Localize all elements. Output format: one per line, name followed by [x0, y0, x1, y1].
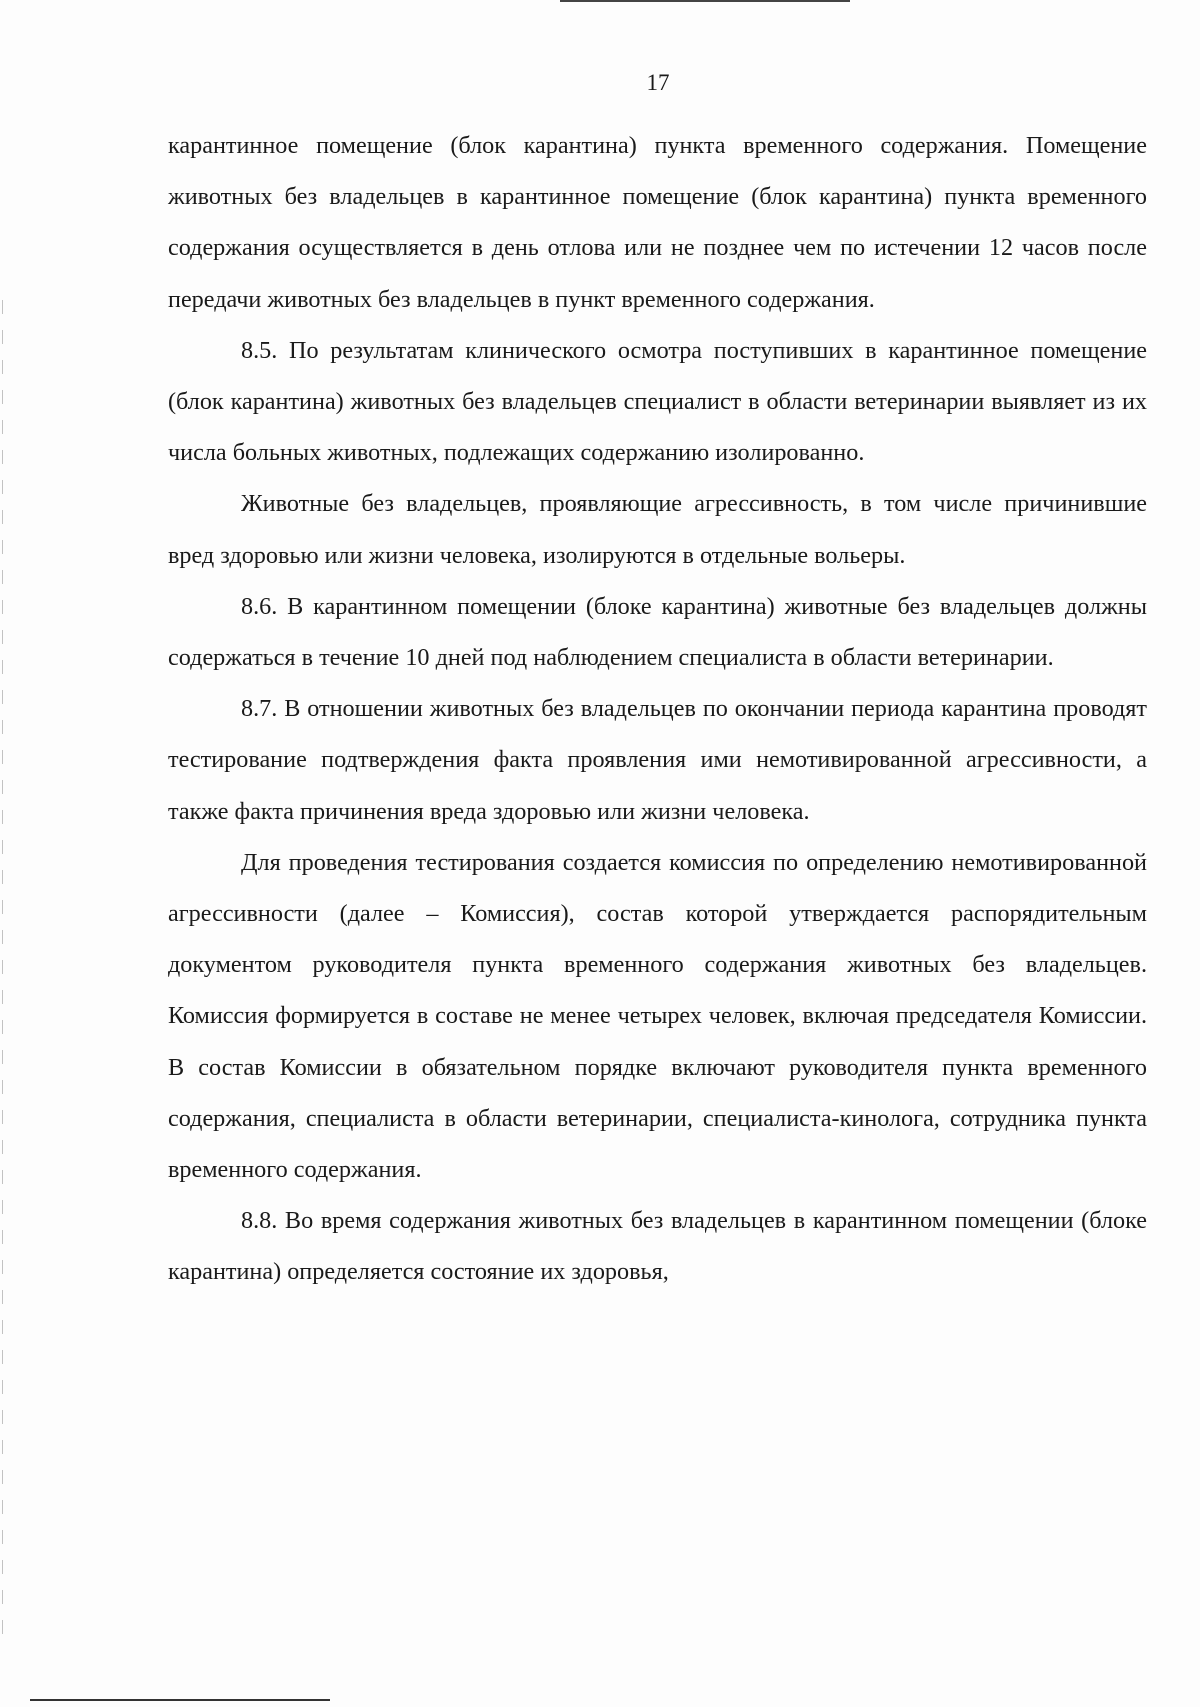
paragraph-8-5: 8.5. По результатам клинического осмотра поступивших в карантинное помещение (блок карантина) животных без владельцев специалист в области ветеринарии выявляет из их числа больных животных, подлежащих содержанию изолированно. — [168, 336, 1147, 467]
scan-artifact-bottom — [30, 1699, 330, 1701]
page-number: 17 — [646, 70, 670, 95]
paragraph-8-6: 8.6. В карантинном помещении (блоке карантина) животные без владельцев должны содержаться в течение 10 дней под наблюдением специалиста в области ветеринарии. — [168, 592, 1147, 672]
paragraph-8-7: 8.7. В отношении животных без владельцев по окончании периода карантина проводят тестирование подтверждения факта проявления ими немотивированной агрессивности, а также факта причинения вреда здоровью или жизни человека. — [168, 695, 1147, 825]
paragraph-8-8: 8.8. Во время содержания животных без владельцев в карантинном помещении (блоке карантина) определяется состояние их здоровья, — [168, 1207, 1147, 1286]
scan-artifact-top — [560, 0, 850, 2]
paragraph-commission: Для проведения тестирования создается комиссия по определению немотивированной агрессивности (далее – Комиссия), состав которой утверждается распорядительным документом руководителя пункта временного содержания животных без владельцев. Комиссия формируется в составе не менее четырех человек, включая председателя Комиссии. В состав Комиссии в обязательном порядке включают руководителя пункта временного содержания, специалиста в области ветеринарии, специалиста-кинолога, сотрудника пункта временного содержания. — [168, 848, 1147, 1184]
paragraph-aggressive-animals: Животные без владельцев, проявляющие агрессивность, в том числе причинившие вред здоровью или жизни человека, изолируются в отдельные вольеры. — [168, 490, 1147, 569]
document-body — [168, 120, 1147, 1298]
paragraph-continuation: карантинное помещение (блок карантина) пункта временного содержания. Помещение животных без владельцев в карантинное помещение (блок карантина) пункта временного содержания осуществляется в день отлова или не позднее чем по истечении 12 часов после передачи животных без владельцев в пункт временного содержания. — [168, 132, 1147, 313]
scan-artifact-left-edge — [2, 300, 3, 1650]
